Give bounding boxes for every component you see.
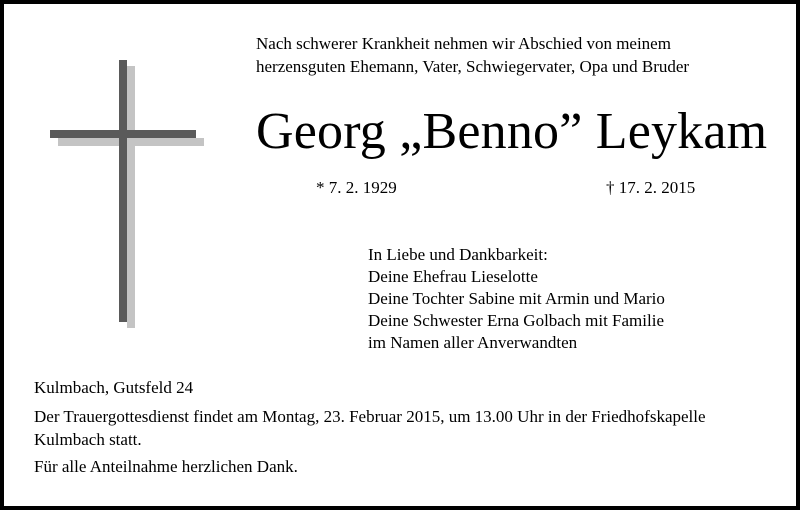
mourners-line: im Namen aller Anverwandten: [368, 333, 578, 352]
intro-text: [256, 32, 776, 78]
service-line: Der Trauergottesdienst findet am Montag, 23. Februar 2015, um 13.00 Uhr in der Friedhofskapelle: [34, 407, 706, 426]
mourners-list: [368, 244, 665, 354]
service-line: Kulmbach statt.: [34, 430, 142, 449]
cross-shadow-vertical: [127, 66, 135, 328]
cross-icon: [44, 56, 214, 336]
death-date: † 17. 2. 2015: [606, 178, 696, 197]
cross-vertical: [119, 60, 127, 322]
mourners-line: Deine Tochter Sabine mit Armin und Mario: [368, 289, 665, 308]
intro-line: herzensguten Ehemann, Vater, Schwiegervater, Opa und Bruder: [256, 57, 690, 76]
mourners-line: In Liebe und Dankbarkeit:: [368, 245, 548, 264]
mourners-line: Deine Schwester Erna Golbach mit Familie: [368, 311, 664, 330]
cross-shadow-horizontal: [58, 138, 204, 146]
funeral-service-info: [34, 405, 774, 451]
deceased-name: Georg „Benno” Leykam: [256, 103, 768, 160]
address: Kulmbach, Gutsfeld 24: [34, 378, 194, 397]
birth-date: * 7. 2. 1929: [316, 178, 397, 197]
thanks-text: Für alle Anteilnahme herzlichen Dank.: [34, 457, 298, 476]
intro-line: Nach schwerer Krankheit nehmen wir Abschied von meinem: [256, 34, 671, 53]
mourners-line: Deine Ehefrau Lieselotte: [368, 267, 538, 286]
cross-horizontal: [50, 130, 196, 138]
